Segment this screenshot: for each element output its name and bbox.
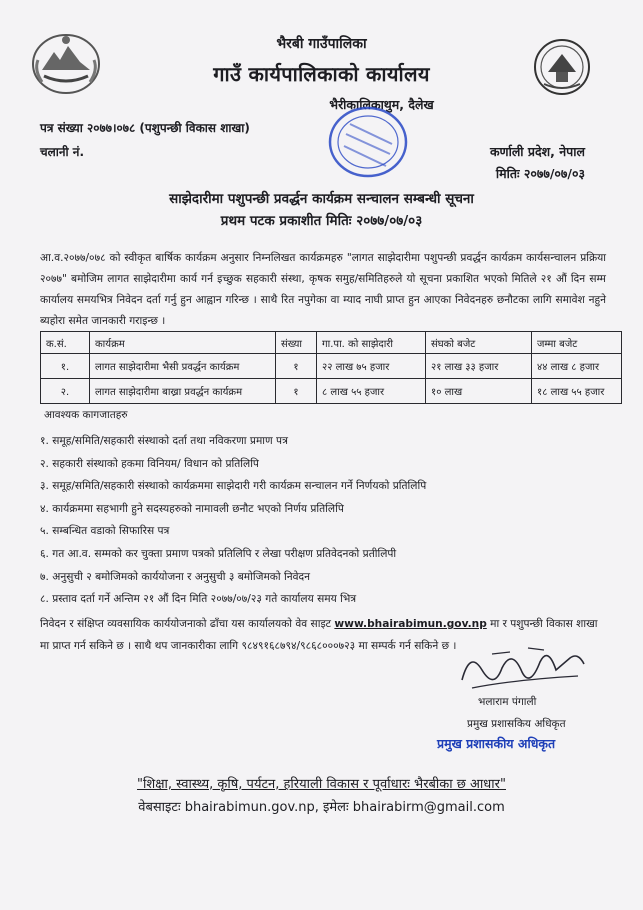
office-address: भैरीकालिकाथुम, दैलेख [329, 97, 434, 112]
col-count: संख्या [276, 332, 317, 354]
col-municipal-share: गा.पा. को साझेदारी [317, 332, 426, 354]
cell-program: लागत साझेदारीमा बाख्रा प्रवर्द्धन कार्यक्रम [90, 379, 276, 404]
table-row [41, 354, 622, 379]
cell-count: १ [276, 379, 317, 404]
required-documents-list [40, 430, 426, 611]
office-name: गाउँ कार्यपालिकाको कार्यालय [213, 62, 430, 86]
col-serial: क.सं. [41, 332, 90, 354]
table-header-row [41, 332, 622, 354]
closing-text-2: मा र पशुपन्छी विकास शाखा मा प्राप्त गर्न सकिने छ । साथै थप जानकारीका लागि ९८४९१६८७९४/९८६८०००७२३ मा सम्पर्क गर्न सकिने छ । [40, 618, 598, 652]
office-stamp-icon [300, 104, 418, 182]
signer-title: प्रमुख प्रशासकिय अधिकृत [467, 718, 566, 730]
letter-number: पत्र संख्या २०७७।०७८ (पशुपन्छी विकास शाखा) [40, 121, 250, 135]
signer-name: भलाराम पंगाली [478, 696, 537, 708]
cell-program: लागत साझेदारीमा भैसी प्रवर्द्धन कार्यक्रम [90, 354, 276, 379]
list-item: ४. कार्यक्रममा सहभागी हुने सदस्यहरुको नामावली छनौट भएको निर्णय प्रतिलिपि [40, 502, 344, 515]
list-item: ८. प्रस्ताव दर्ता गर्ने अन्तिम २१ औं दिन मिति २०७७/०७/२३ गते कार्यालय समय भित्र [40, 593, 357, 606]
signer-stamp: प्रमुख प्रशासकीय अधिकृत [437, 736, 556, 751]
letter-date: मितिः २०७७/०७/०३ [495, 166, 585, 181]
footer-contact: वेबसाइटः bhairabimun.gov.np, इमेलः bhairabirm@gmail.com [138, 800, 505, 815]
cell-serial: २. [41, 379, 90, 404]
cell-count: १ [276, 354, 317, 379]
cell-federal-budget: २१ लाख ३३ हजार [426, 354, 532, 379]
cell-total-budget: १८ लाख ५५ हजार [532, 379, 622, 404]
province: कर्णाली प्रदेश, नेपाल [489, 144, 585, 159]
dispatch-number: चलानी नं. [40, 145, 85, 159]
list-item: ७. अनुसुची २ बमोजिमको कार्ययोजना र अनुसुची ३ बमोजिमको निवेदन [40, 570, 311, 583]
website-link[interactable]: www.bhairabimun.gov.np [334, 618, 487, 630]
required-documents-title: आवश्यक कागजातहरु [44, 409, 128, 421]
cell-total-budget: ४४ लाख ८ हजार [532, 354, 622, 379]
notice-title: साझेदारीमा पशुपन्छी प्रवर्द्धन कार्यक्रम सन्चालन सम्बन्धी सूचना [169, 191, 474, 207]
cell-municipal-share: २२ लाख ७५ हजार [317, 354, 426, 379]
list-item: ६. गत आ.व. सम्मको कर चुक्ता प्रमाण पत्रको प्रतिलिपि र लेखा परीक्षण प्रतिवेदनको प्रतीलिपी [40, 547, 397, 560]
col-program: कार्यक्रम [90, 332, 276, 354]
table-row [41, 379, 622, 404]
cell-federal-budget: १० लाख [426, 379, 532, 404]
municipality-name: भैरबी गाउँपालिका [276, 36, 367, 52]
cell-municipal-share: ८ लाख ५५ हजार [317, 379, 426, 404]
notice-body: आ.व.२०७७/०७८ को स्वीकृत बार्षिक कार्यक्रम अनुसार निम्नलिखत कार्यक्रमहरु "लागत साझेदारीमा पशुपन्छी प्रवर्द्धन कार्यक्रम कार्यसन्चालन प्रक्रिया २०७७" बमोजिम लागत साझेदारीमा कार्य गर्न इच्छुक सहकारी संस्था, कृषक समुह/समितिहरुले यो सूचना प्रकाशित भएको मितिले २१ औं दिन सम्म कार्यालय समयभित्र निवेदन दर्ता गर्नु हुन आह्वान गरिन्छ । साथै रित नपुगेका वा म्याद नाघी प्राप्त हुन आएका निवेदनहरु छनौटका लागि समावेश नहुने ब्यहोरा समेत जानकारी गराइन्छ । [40, 252, 606, 327]
list-item: २. सहकारी संस्थाको हकमा विनियम/ विधान को प्रतिलिपि [40, 457, 259, 470]
footer-slogan: "शिक्षा, स्वास्थ्य, कृषि, पर्यटन, हरियाली विकास र पूर्वाधारः भैरबीका छ आधार" [137, 777, 506, 792]
list-item: ५. सम्बन्धित वडाको सिफारिस पत्र [40, 525, 170, 538]
list-item: १. समूह/समिति/सहकारी संस्थाको दर्ता तथा नविकरणा प्रमाण पत्र [40, 435, 288, 447]
col-federal-budget: संघको बजेट [426, 332, 532, 354]
cell-serial: १. [41, 354, 90, 379]
col-total-budget: जम्मा बजेट [532, 332, 622, 354]
list-item: ३. समूह/समिति/सहकारी संस्थाको कार्यक्रममा साझेदारी गरी कार्यक्रम सन्चालन गर्ने निर्णयको प्रतिलिपि [40, 480, 427, 493]
notice-published-date: प्रथम पटक प्रकाशीत मितिः २०७७/०७/०३ [220, 213, 423, 229]
program-table [40, 331, 622, 404]
closing-text-1: निवेदन र संक्षिप्त व्यवसायिक कार्ययोजनाको ढाँचा यस कार्यालयको वेव साइट [40, 618, 335, 630]
